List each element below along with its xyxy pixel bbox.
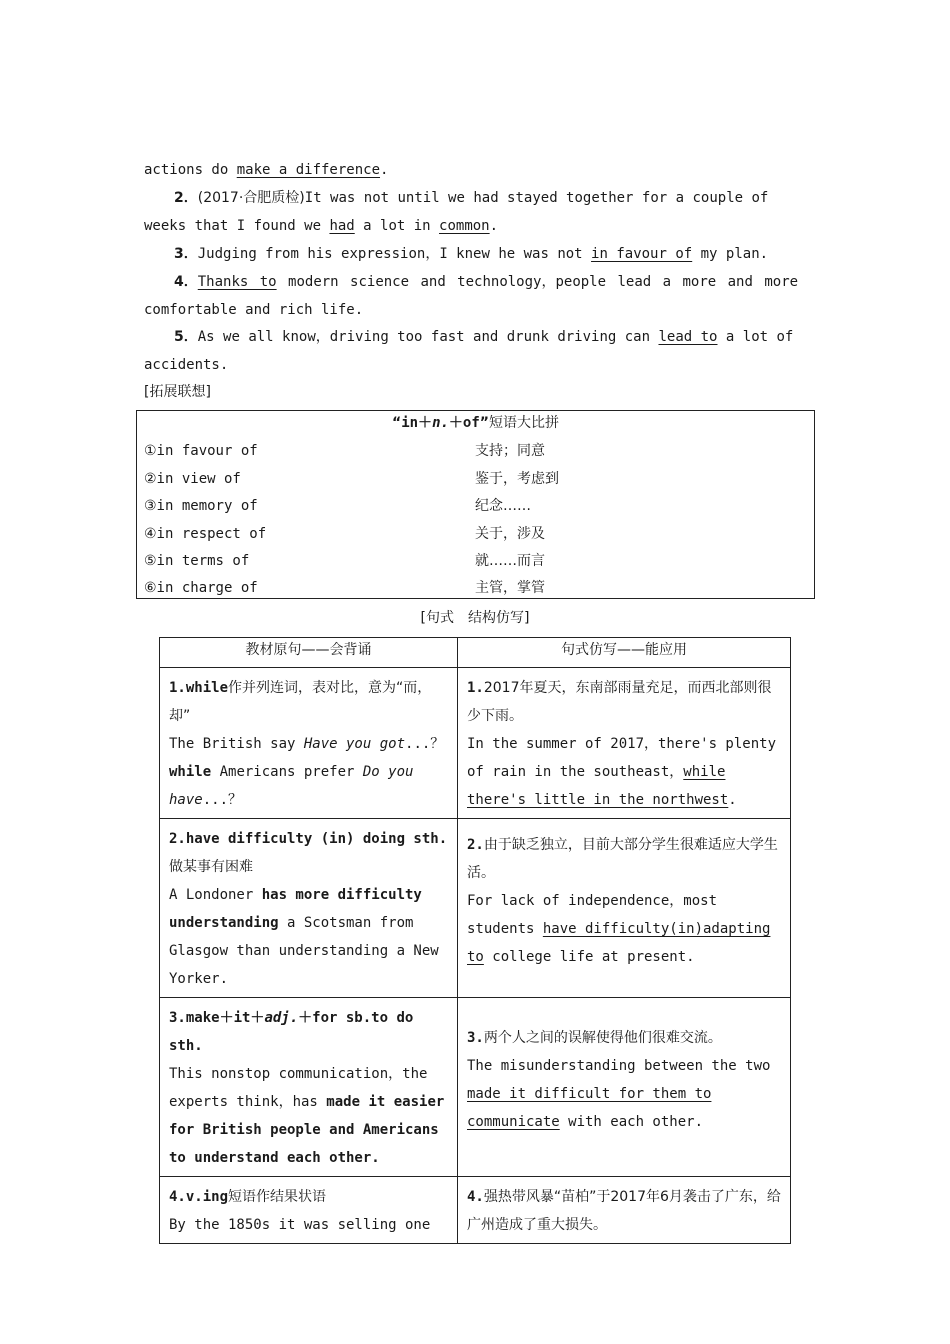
table-row bbox=[160, 819, 791, 998]
phrase-box-title: “in＋n.＋of”短语大比拼 bbox=[392, 415, 559, 431]
answer-line-1: actions do make a difference. bbox=[144, 162, 389, 178]
phrase-meaning: 鉴于，考虑到 bbox=[475, 471, 559, 487]
phrase-meaning: 支持；同意 bbox=[475, 443, 545, 459]
table-row bbox=[160, 998, 791, 1177]
column-header-original: 教材原句——会背诵 bbox=[160, 638, 458, 668]
phrase-item: ②in view of bbox=[144, 471, 241, 487]
extension-heading: [拓展联想] bbox=[144, 384, 211, 400]
answer-blank: in favour of bbox=[591, 246, 693, 262]
question-4-cont: comfortable and rich life. bbox=[144, 302, 364, 318]
table-row bbox=[160, 668, 791, 819]
phrase-meaning: 就……而言 bbox=[475, 553, 545, 569]
answer-blank: had bbox=[329, 218, 355, 234]
question-2-cont: weeks that I found we had a lot in common. bbox=[144, 218, 499, 234]
phrase-meaning: 主管，掌管 bbox=[475, 580, 545, 596]
phrase-meaning: 关于，涉及 bbox=[475, 526, 545, 542]
imitation-cell: 2.由于缺乏独立，目前大部分学生很难适应大学生活。 For lack of independence，most students have difficulty(in)adapting to college life at present. bbox=[458, 819, 791, 998]
question-2: 2．(2017·合肥质检)It was not until we had stayed together for a couple of bbox=[174, 190, 769, 206]
original-cell: 4.v.ing短语作结果状语 By the 1850s it was selling one bbox=[160, 1177, 458, 1244]
column-header-imitation: 句式仿写——能应用 bbox=[458, 638, 791, 668]
answer-blank: Thanks to bbox=[197, 274, 277, 290]
answer-blank: have difficulty(in)adapting to bbox=[467, 921, 771, 965]
answer-blank: lead to bbox=[658, 329, 718, 345]
question-5: 5．As we all know，driving too fast and drunk driving can lead to a lot of bbox=[174, 329, 794, 345]
original-cell: 2.have difficulty (in) doing sth. 做某事有困难 A Londoner has more difficulty understanding a Scotsman from Glasgow than understanding a New Yorker. bbox=[160, 819, 458, 998]
original-cell: 3.make＋it＋adj.＋for sb.to do sth. This nonstop communication，the experts think，has made it easier for British people and Americans to understand each other. bbox=[160, 998, 458, 1177]
answer-blank: make a difference bbox=[236, 162, 381, 178]
question-5-cont: accidents. bbox=[144, 357, 229, 373]
imitation-cell: 1.2017年夏天，东南部雨量充足，而西北部则很少下雨。 In the summer of 2017，there's plenty of rain in the southeast，while there's little in the northwest. bbox=[458, 668, 791, 819]
question-3: 3．Judging from his expression，I knew he was not in favour of my plan. bbox=[174, 246, 769, 262]
answer-blank: while there's little in the northwest bbox=[467, 764, 729, 808]
sentence-section-heading: [句式 结构仿写] bbox=[420, 610, 530, 626]
phrase-item: ⑥in charge of bbox=[144, 580, 258, 596]
phrase-item: ⑤in terms of bbox=[144, 553, 250, 569]
answer-blank: made it difficult for them to communicate bbox=[467, 1086, 712, 1130]
phrase-item: ③in memory of bbox=[144, 498, 258, 514]
imitation-cell: 4.强热带风暴“苗柏”于2017年6月袭击了广东，给广州造成了重大损失。 bbox=[458, 1177, 791, 1244]
imitation-cell: 3.两个人之间的误解使得他们很难交流。 The misunderstanding between the two made it difficult for them to communicate with each other. bbox=[458, 998, 791, 1177]
phrase-comparison-box bbox=[136, 410, 815, 599]
question-4: 4．Thanks to modern science and technology，people lead a more and more bbox=[174, 274, 799, 290]
answer-blank: common bbox=[439, 218, 490, 234]
phrase-item: ①in favour of bbox=[144, 443, 258, 459]
phrase-meaning: 纪念…… bbox=[475, 498, 531, 514]
phrase-item: ④in respect of bbox=[144, 526, 267, 542]
table-row bbox=[160, 1177, 791, 1244]
sentence-comparison-table bbox=[159, 637, 791, 1244]
original-cell: 1.while作并列连词，表对比，意为“而，却” The British say Have you got...？ while Americans prefer Do you have...？ bbox=[160, 668, 458, 819]
